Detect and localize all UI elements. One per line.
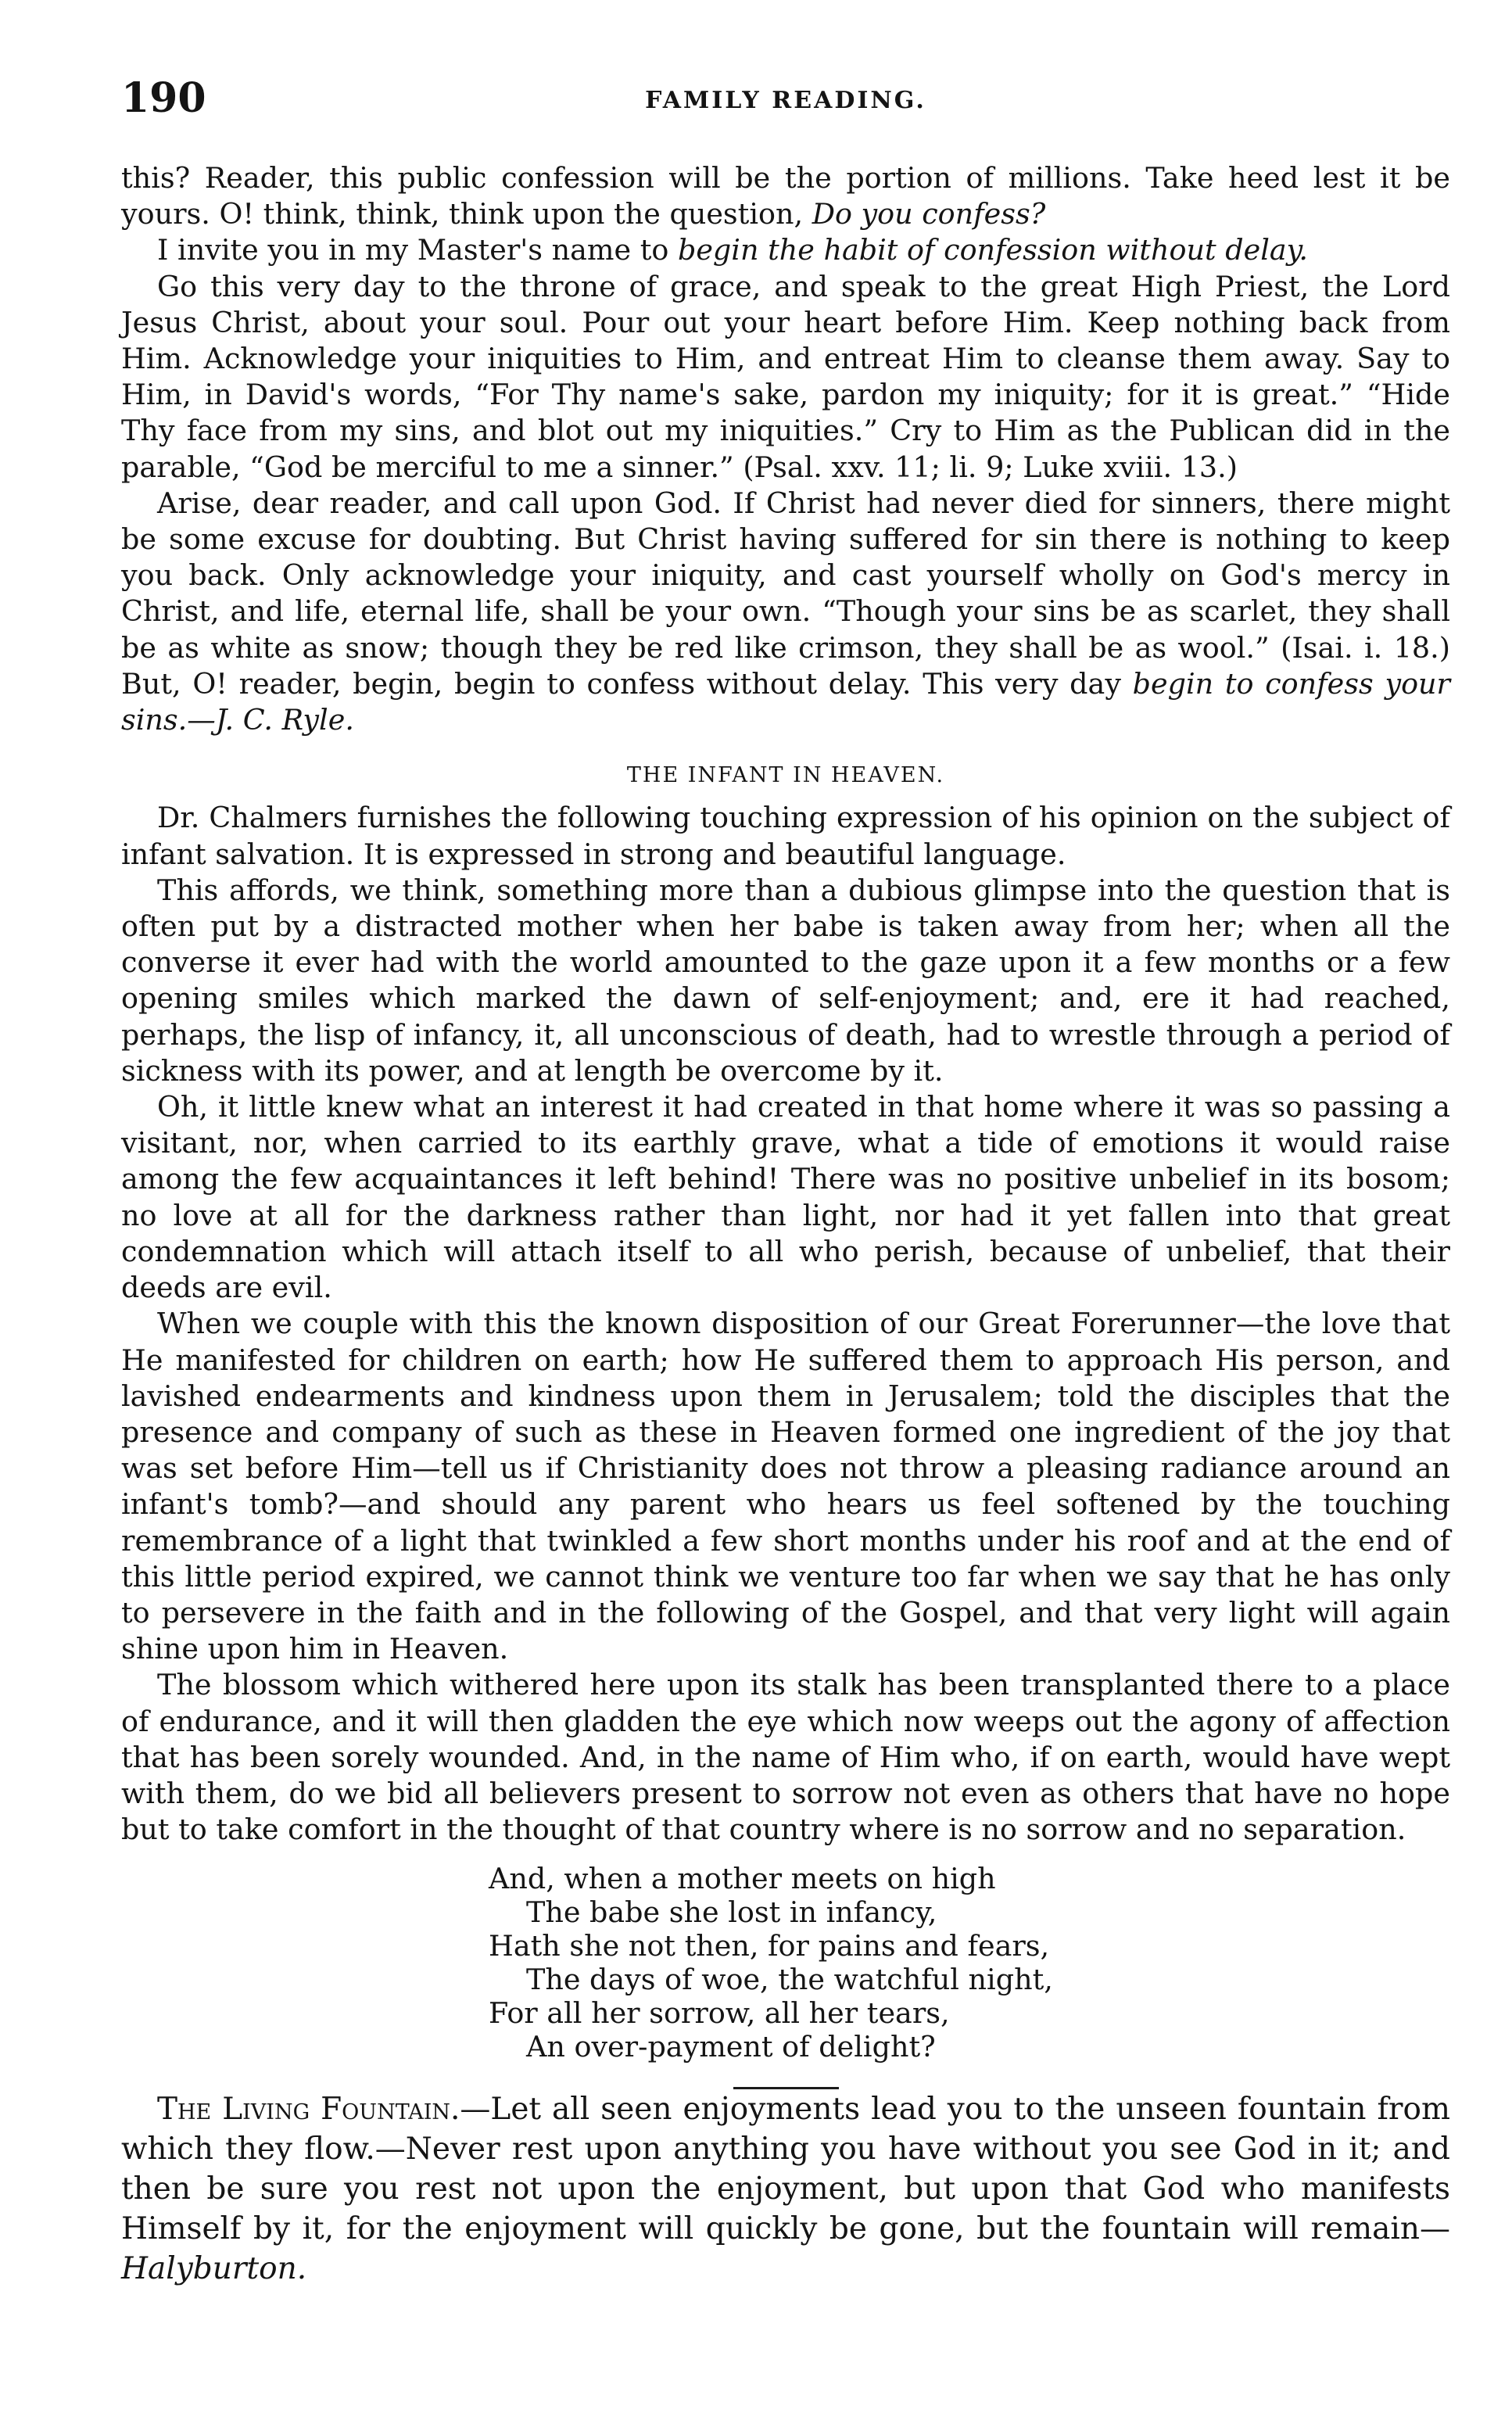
- italic-phrase: Do you confess?: [812, 197, 1046, 231]
- paragraph: Dr. Chalmers furnishes the following touching expression of his opinion on the subject of infant salvation. It is expressed in strong and beautiful language.: [121, 801, 1450, 871]
- paragraph: When we couple with this the known disposition of our Great Forerunner—the love that He manifested for children on earth; how He suffered them to approach His person, and lavished endearments and kindness upon them in Jerusalem; told the disciples that the presence and company of such as these in Heaven formed one ingredient of the joy that was set before Him—tell us if Christianity does not throw a pleasing radiance around an infant's tomb?—and should any parent who hears us feel softened by the touching remembrance of a light that twinkled a few short months under his roof and at the end of this little period expired, we cannot think we venture too far when we say that he has only to persevere in the faith and in the following of the Gospel, and that very light will again shine upon him in Heaven.: [121, 1307, 1450, 1666]
- paragraph: Go this very day to the throne of grace, and speak to the great High Priest, the Lord Jesus Christ, about your soul. Pour out your heart before Him. Keep nothing back from Him. Acknowledge your iniquities to Him, and entreat Him to cleanse them away. Say to Him, in David's words, “For Thy name's sake, pardon my iniquity; for it is great.” “Hide Thy face from my sins, and blot out my iniquities.” Cry to Him as the Publican did in the parable, “God be merciful to me a sinner.” (Psal. xxv. 11; li. 9; Luke xviii. 13.): [121, 269, 1450, 484]
- poem-line: The days of woe, the watchful night,: [526, 1963, 1053, 1997]
- paragraph: I invite you in my Master's name to begin the habit of confession without delay.: [157, 233, 1308, 267]
- paragraph: The blossom which withered here upon its stalk has been transplanted there to a place of endurance, and it will then gladden the eye which now weeps out the agony of affection that has been sorely wounded. And, in the name of Him who, if on earth, would have wept with them, do we bid all believers present to sorrow not even as others that have no hope but to take comfort in the thought of that country where is no sorrow and no separation.: [121, 1668, 1450, 1847]
- paragraph: Arise, dear reader, and call upon God. If Christ had never died for sinners, there might be some excuse for doubting. But Christ having suffered for sin there is nothing to keep you back. Only acknowledge your iniquity, and cast yourself wholly on God's mercy in Christ, and life, eternal life, shall be your own. “Though your sins be as scarlet, they shall be as white as snow; though they be red like crimson, they shall be as wool.” (Isai. i. 18.) But, O! reader, begin, begin to confess without delay. This very day begin to confess your sins.—J. C. Ryle.: [121, 486, 1450, 737]
- page-number: 190: [121, 74, 206, 122]
- closing-heading: The Living Fountain.: [157, 2092, 460, 2128]
- article-body: [121, 160, 1450, 2289]
- paragraph: This affords, we think, something more than a dubious glimpse into the question that is often put by a distracted mother when her babe is taken away from her; when all the converse it ever had with the world amounted to the gaze upon it a few months or a few opening smiles which marked the dawn of self-enjoyment; and, ere it had reached, perhaps, the lisp of infancy, it, all unconscious of death, had to wrestle through a period of sickness with its power, and at length be overcome by it.: [121, 873, 1450, 1088]
- italic-phrase: begin to confess your sins.—J. C. Ryle.: [121, 666, 1450, 737]
- poem: [489, 1862, 1450, 2063]
- poem-line: For all her sorrow, all her tears,: [489, 1996, 950, 2031]
- poem-line: An over-payment of delight?: [526, 2030, 936, 2064]
- running-head: FAMILY READING.: [645, 87, 926, 114]
- closing-author: Halyburton.: [121, 2251, 307, 2287]
- paragraph: Oh, it little knew what an interest it had created in that home where it was so passing a visitant, nor, when carried to its earthly grave, what a tide of emotions it would raise among the few acquaintances it left behind! There was no positive unbelief in its bosom; no love at all for the darkness rather than light, nor had it yet fallen into that great condemnation which will attach itself to all who perish, because of unbelief, that their deeds are evil.: [121, 1090, 1450, 1305]
- section-title: THE INFANT IN HEAVEN.: [626, 763, 945, 788]
- poem-line: And, when a mother meets on high: [489, 1862, 996, 1896]
- paragraph: this? Reader, this public confession will be the portion of millions. Take heed lest it be yours. O! think, think, think upon the question, Do you confess?: [121, 161, 1450, 231]
- poem-line: Hath she not then, for pains and fears,: [489, 1929, 1050, 1963]
- page-header: [121, 74, 1450, 121]
- poem-line: The babe she lost in infancy,: [526, 1895, 937, 1930]
- closing-paragraph: The Living Fountain.—Let all seen enjoyments lead you to the unseen fountain from which they flow.—Never rest upon anything you have without you see God in it; and then be sure you rest not upon the enjoyment, but upon that God who manifests Himself by it, for the enjoyment will quickly be gone, but the fountain will remain—Halyburton.: [121, 2092, 1451, 2287]
- italic-phrase: begin the habit of confession without delay.: [677, 233, 1308, 267]
